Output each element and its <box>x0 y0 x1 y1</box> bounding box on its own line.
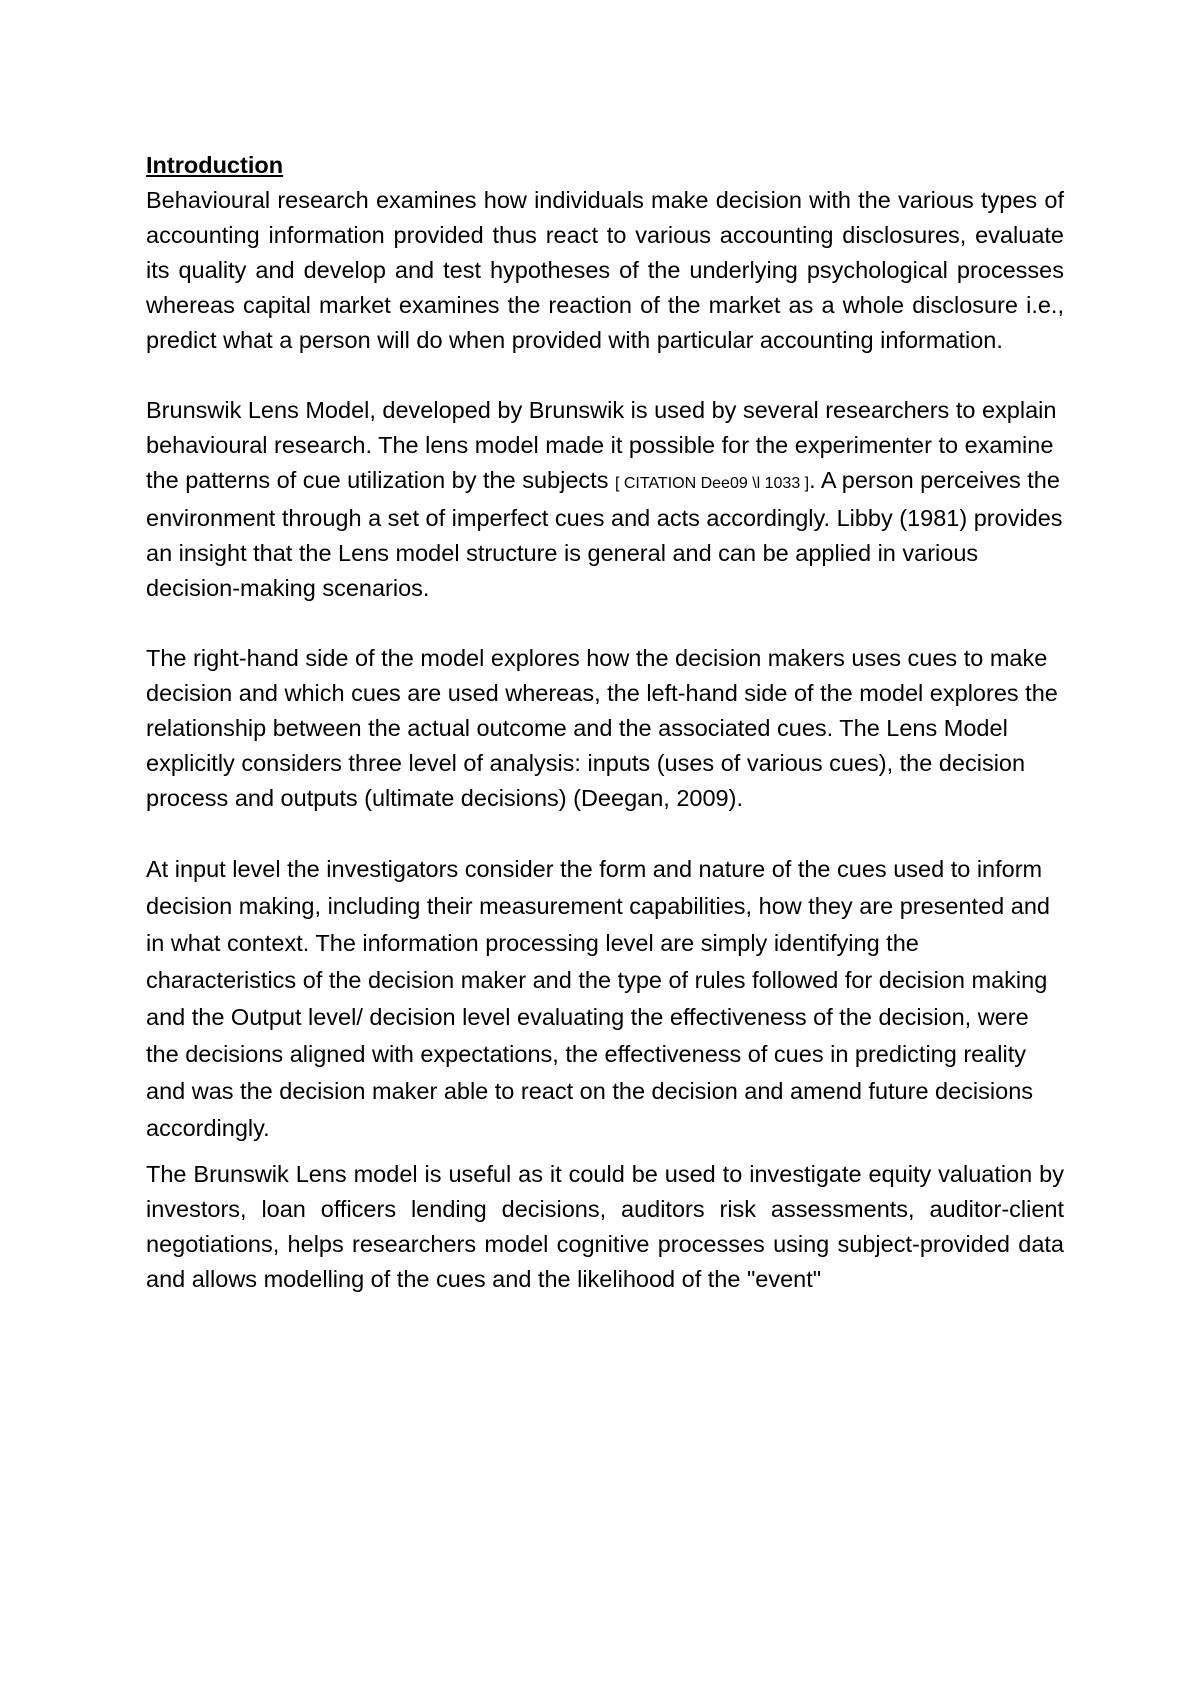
paragraph-brunswik-lens-model <box>146 393 1064 606</box>
citation-field: [ CITATION Dee09 \l 1033 ] <box>614 475 810 492</box>
paragraph-behavioural-research: Behavioural research examines how individuals make decision with the various types of accounting information provided thus react to various accounting disclosures, evaluate its quality and develop and test hypotheses of the underlying psychological processes whereas capital market examines the reaction of the market as a whole disclosure i.e., predict what a person will do when provided with particular accounting information. <box>146 187 1064 353</box>
paragraph-text: Brunswik Lens Model, developed by Brunswik is used by several researchers to explain behavioural research. The lens model made it possible for the experimenter to examine the patterns of cue utilization by the subjects <box>146 397 1057 493</box>
paragraph-model-sides: The right-hand side of the model explores how the decision makers uses cues to make decision and which cues are used whereas, the left-hand side of the model explores the relationship between the actual outcome and the associated cues. The Lens Model explicitly considers three level of analysis: inputs (uses of various cues), the decision process and outputs (ultimate decisions) (Deegan, 2009). <box>146 645 1058 811</box>
paragraph-usefulness: The Brunswik Lens model is useful as it could be used to investigate equity valuation by investors, loan officers lending decisions, auditors risk assessments, auditor-client negotiations, helps researchers model cognitive processes using subject-provided data and allows modelling of the cues and the likelihood of the "event" <box>146 1161 1064 1292</box>
paragraph-text: . A person perceives the environment through a set of imperfect cues and acts accordingly. Libby (1981) provides an insight that the Lens model structure is general and can be applied in various decision-making scenarios. <box>146 467 1063 601</box>
section-heading: Introduction <box>146 152 284 178</box>
paragraph-input-level: At input level the investigators consider the form and nature of the cues used to inform decision making, including their measurement capabilities, how they are presented and in what context. The information processing level are simply identifying the characteristics of the decision maker and the type of rules followed for decision making and the Output level/ decision level evaluating the effectiveness of the decision, were the decisions aligned with expectations, the effectiveness of cues in predicting reality and was the decision maker able to react on the decision and amend future decisions accordingly. <box>146 856 1050 1141</box>
document-body <box>146 148 1064 1297</box>
